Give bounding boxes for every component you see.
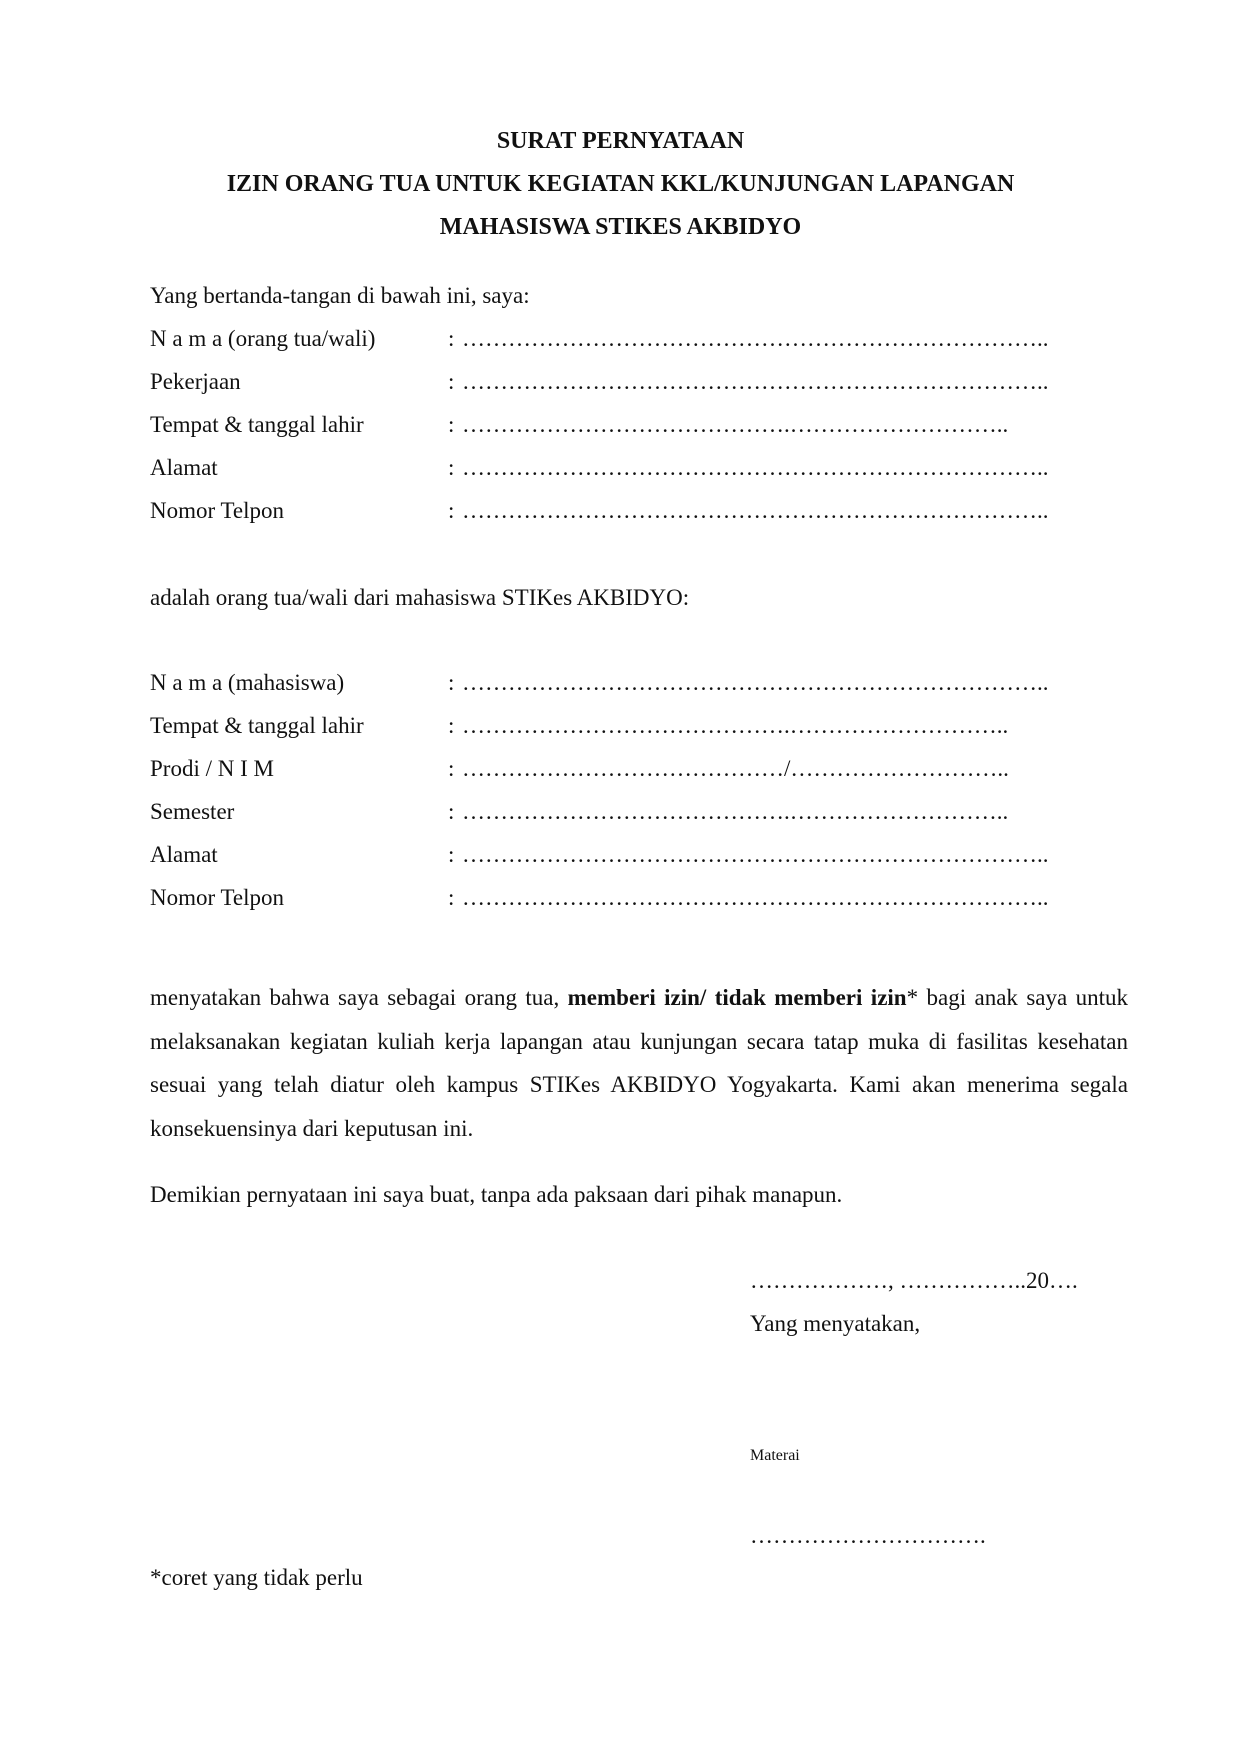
- signature-label: Yang menyatakan,: [750, 1311, 921, 1336]
- closing-text: Demikian pernyataan ini saya buat, tanpa ada paksaan dari pihak manapun.: [150, 1182, 843, 1207]
- statement-text-start: menyatakan bahwa saya sebagai orang tua,: [150, 985, 568, 1010]
- field-colon: :: [448, 670, 455, 695]
- field-colon: :: [448, 799, 455, 824]
- field-value: ……………………………………/………………………..: [462, 756, 1009, 781]
- field-colon: :: [448, 756, 455, 781]
- field-value: …………………………………………………………………..: [462, 455, 1049, 480]
- field-label: N a m a (orang tua/wali): [150, 326, 376, 351]
- statement-text-end: * bagi anak saya untuk melaksanakan kegiatan kuliah kerja lapangan atau kunjungan secara tatap muka di fasilitas kesehatan sesuai yang telah diatur oleh kampus STIKes AKBIDYO Yogyakarta. Kami akan menerima segala konsekuensinya dari keputusan ini.: [150, 985, 1128, 1141]
- field-value: …………………………………………………………………..: [462, 326, 1049, 351]
- field-colon: :: [448, 842, 455, 867]
- title-line-2: IZIN ORANG TUA UNTUK KEGIATAN KKL/KUNJUNGAN LAPANGAN: [226, 171, 1015, 197]
- field-colon: :: [448, 885, 455, 910]
- document-title: [0, 120, 1241, 249]
- field-colon: :: [448, 498, 455, 523]
- title-line-3: MAHASISWA STIKES AKBIDYO: [439, 214, 802, 240]
- field-label: Semester: [150, 799, 235, 824]
- permission-options: memberi izin/ tidak memberi izin: [567, 985, 907, 1010]
- signature-name-line: ………………………….: [750, 1523, 986, 1548]
- field-label: N a m a (mahasiswa): [150, 670, 345, 695]
- field-value: …………………………………….………………………..: [462, 713, 1009, 738]
- statement-paragraph: [150, 976, 1128, 1150]
- field-value: …………………………………….………………………..: [462, 799, 1009, 824]
- field-label: Nomor Telpon: [150, 885, 285, 910]
- signature-date-line: ………………, ……………..20….: [750, 1268, 1078, 1293]
- field-label: Prodi / N I M: [150, 756, 274, 781]
- intro-text: Yang bertanda-tangan di bawah ini, saya:: [150, 283, 530, 308]
- relation-text: adalah orang tua/wali dari mahasiswa STIKes AKBIDYO:: [150, 585, 690, 610]
- footnote: *coret yang tidak perlu: [150, 1565, 363, 1590]
- field-label: Nomor Telpon: [150, 498, 285, 523]
- field-colon: :: [448, 326, 455, 351]
- field-label: Pekerjaan: [150, 369, 241, 394]
- field-value: …………………………………………………………………..: [462, 498, 1049, 523]
- field-value: …………………………………….………………………..: [462, 412, 1009, 437]
- stamp-label: Materai: [750, 1447, 800, 1464]
- field-value: …………………………………………………………………..: [462, 670, 1049, 695]
- field-value: …………………………………………………………………..: [462, 885, 1049, 910]
- field-label: Tempat & tanggal lahir: [150, 713, 364, 738]
- field-value: …………………………………………………………………..: [462, 369, 1049, 394]
- field-colon: :: [448, 412, 455, 437]
- field-label: Tempat & tanggal lahir: [150, 412, 364, 437]
- field-colon: :: [448, 369, 455, 394]
- field-label: Alamat: [150, 455, 218, 480]
- field-label: Alamat: [150, 842, 218, 867]
- field-value: …………………………………………………………………..: [462, 842, 1049, 867]
- field-colon: :: [448, 455, 455, 480]
- field-colon: :: [448, 713, 455, 738]
- title-line-1: SURAT PERNYATAAN: [496, 128, 745, 154]
